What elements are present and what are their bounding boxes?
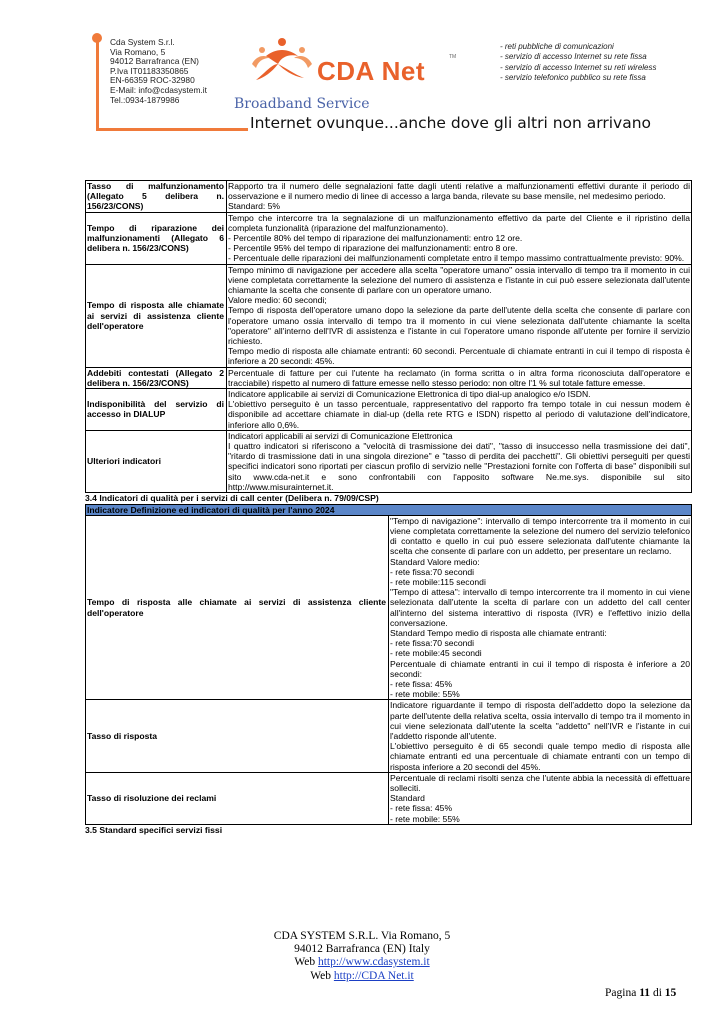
page-footer <box>0 930 724 983</box>
description-line: I quattro indicatori si riferiscono a "velocità di trasmissione dei dati", "tasso di insuccesso nella trasmissione dei dati", "ritardo di trasmissione dati in una singola direzione" e "tasso di perdita dei pacchetti". Gli obiettivi perseguiti per questi specifici indicatori sono riportati per ciascun profilo di servizio nelle "Prestazioni fornite con l'offerta di base" disponibili sul sito www.cda-net.it e sono confrontabili con l'apposito software Ne.me.sys. disponibile sul sito http://www.misurainternet.it. <box>228 441 690 492</box>
logo-trademark: TM <box>449 54 457 60</box>
indicator-description <box>227 212 692 264</box>
footer-web-line <box>0 970 724 983</box>
table-row <box>86 367 692 388</box>
section-title: 3.4 Indicatori di qualità per i servizi di call center (Delibera n. 79/09/CSP) <box>85 493 379 504</box>
indicator-description <box>227 367 692 388</box>
table-row <box>86 515 692 700</box>
company-info <box>110 38 207 105</box>
tagline: Internet ovunque...anche dove gli altri non arrivano <box>250 114 652 132</box>
description-line: - rete fissa: 45% <box>390 803 453 814</box>
description-line: L'obiettivo perseguito è un tasso percentuale, rappresentativo del rapporto fra tempo totale in cui nessun modem è disponibile ad accettare chiamate in dial-up (della rete RTG e ISDN) rispetto al periodo di valutazione dell'indicatore, inferiore allo 0,6%. <box>228 399 690 430</box>
logo-text: CDA Net <box>317 56 425 86</box>
company-line: Tel.:0934-1879986 <box>110 94 180 105</box>
document-body <box>85 180 692 835</box>
header-accent-line <box>96 40 99 130</box>
company-line: 94012 Barrafranca (EN) <box>110 56 199 67</box>
table-row <box>86 181 692 213</box>
indicator-label: Tempo di risposta alle chiamate ai servizi di assistenza cliente dell'operatore <box>86 264 227 367</box>
description-line: - rete fissa:70 secondi <box>390 638 475 649</box>
description-line: - rete mobile: 55% <box>390 689 460 700</box>
section-title: 3.5 Standard specifici servizi fissi <box>85 824 223 835</box>
page-number <box>605 987 676 999</box>
description-line: Tempo medio di risposta alle chiamate entranti: 60 secondi. Percentuale di chiamate entranti in cui il tempo di risposta è inferiore a 20 secondi: 45%. <box>228 346 690 367</box>
indicator-description <box>227 430 692 492</box>
table-header: Indicatore Definizione ed indicatori di qualità per l'anno 2024 <box>86 504 692 515</box>
description-line: Indicatori applicabili ai servizi di Comunicazione Elettronica <box>228 430 453 441</box>
indicator-description <box>389 515 692 700</box>
quality-indicators-table <box>85 180 692 493</box>
description-line: Standard: 5% <box>228 201 281 212</box>
table-row <box>86 430 692 492</box>
company-line: Cda System S.r.l. <box>110 37 175 47</box>
company-line: E-Mail: info@cdasystem.it <box>110 84 207 95</box>
indicator-label: Tasso di risposta <box>86 700 389 772</box>
table-row <box>86 389 692 431</box>
description-line: Indicatore riguardante il tempo di risposta dell'addetto dopo la selezione da parte dell'utente della relativa scelta, ossia intervallo di tempo tra il momento in cui viene selezionata dall'utente la scelta "addetto" nell'IVR e l'istante in cui l'addetto risponde all'utente. <box>390 700 690 742</box>
table-row <box>86 772 692 824</box>
description-line: Standard Valore medio: <box>390 556 480 567</box>
indicator-description <box>227 181 692 213</box>
description-line: - rete mobile:115 secondi <box>390 577 486 588</box>
header-accent-underline <box>96 128 248 131</box>
description-line: Standard <box>390 793 425 804</box>
footer-address: 94012 Barrafranca (EN) Italy <box>294 943 430 956</box>
indicator-label: Tasso di malfunzionamento (Allegato 5 delibera n. 156/23/CONS) <box>86 181 227 213</box>
description-line: L'obiettivo perseguito è di 65 secondi quale tempo medio di risposta alle chiamate entranti ed una percentuale di chiamate entranti con un tempo di risposta inferiore a 20 secondi del 45%. <box>390 741 690 772</box>
description-line: Tempo minimo di navigazione per accedere alla scelta "operatore umano" ossia intervallo di tempo tra il momento in cui viene completata correttamente la selezione del numero di assistenza e l'istante in cui può essere selezionata dall'utente chiamante la scelta che consente di parlare con un operatore umano. <box>228 264 690 296</box>
services-list <box>500 42 657 84</box>
service-item: - reti pubbliche di comunicazioni <box>500 42 614 51</box>
indicator-description <box>227 389 692 431</box>
description-line: - Percentile 95% del tempo di riparazione dei malfunzionamenti: entro 8 ore. <box>228 243 518 254</box>
description-line: Valore medio: 60 secondi; <box>228 295 327 306</box>
description-line: "Tempo di navigazione": intervallo di tempo intercorrente tra il momento in cui viene completata correttamente la selezione del numero del servizio telefonico di contatto e quello in cui può essere selezionata dall'utente chiamante la scelta che consente di parlare con un addetto, per presentare un reclamo. <box>390 515 690 557</box>
description-line: Percentuale di chiamate entranti in cui il tempo di risposta è inferiore a 20 secondi: <box>390 658 690 679</box>
table-row <box>86 700 692 772</box>
table-header-row <box>86 504 692 515</box>
description-line: Indicatore applicabile ai servizi di Comunicazione Elettronica di tipo dial-up analogico e/o ISDN. <box>228 389 591 400</box>
service-item: - servizio telefonico pubblico su rete fissa <box>500 73 646 83</box>
description-line: - rete fissa:70 secondi <box>390 566 475 577</box>
footer-web-prefix: Web <box>294 956 318 969</box>
description-line: - rete mobile:45 secondi <box>390 648 482 659</box>
company-line: EN-66359 ROC-32980 <box>110 75 195 86</box>
table-row <box>86 264 692 367</box>
indicator-description <box>227 264 692 367</box>
service-item: - servizio di accesso Internet su reti wireless <box>500 62 657 72</box>
description-line: - rete mobile: 55% <box>390 813 460 824</box>
indicator-label: Tasso di risoluzione dei reclami <box>86 772 389 824</box>
page-current: 11 <box>639 987 651 999</box>
footer-website-link[interactable]: http://www.cdasystem.it <box>317 956 430 969</box>
description-line: Tempo di risposta dell'operatore umano dopo la selezione da parte dell'utente della scelta che consente di parlare con l'operatore umano ossia intervallo di tempo tra il momento in cui viene selezionata dall'utente chiamante la scelta "operatore" all'interno dell'IVR di assistenza e l'istante in cui l'operatore umano risponde all'utente per fornire il servizio richiesto. <box>228 305 690 347</box>
call-center-indicators-table <box>85 504 692 825</box>
service-item: - servizio di accesso Internet su rete fissa <box>500 52 647 62</box>
description-line: - rete fissa: 45% <box>390 679 453 690</box>
company-line: Via Romano, 5 <box>110 46 166 57</box>
indicator-description <box>389 700 692 772</box>
footer-web-prefix: Web <box>310 969 334 982</box>
indicator-description <box>389 772 692 824</box>
page-total: 15 <box>664 987 677 999</box>
indicator-label: Ulteriori indicatori <box>86 430 227 492</box>
description-line: "Tempo di attesa": intervallo di tempo intercorrente tra il momento in cui viene selezionata dall'utente la scelta di parlare con un addetto del call center all'interno del sistema interattivo di risposta (IVR) e l'effettivo inizio della conversazione. <box>390 587 690 628</box>
description-line: Standard Tempo medio di risposta alle chiamate entranti: <box>390 628 607 639</box>
indicator-label: Tempo di riparazione dei malfunzionamenti (Allegato 6 delibera n. 156/23/CONS) <box>86 212 227 264</box>
indicator-label: Tempo di risposta alle chiamate ai servizi di assistenza cliente dell'operatore <box>86 515 389 700</box>
description-line: Rapporto tra il numero delle segnalazioni fatte dagli utenti relative a malfunzionamenti effettivi durante il periodo di osservazione e il numero medio di linee di accesso a larga banda, rilevate su base mensile, nel medesimo periodo. <box>228 181 690 202</box>
footer-company: CDA SYSTEM S.R.L. Via Romano, 5 <box>273 930 451 942</box>
description-line: Percentuale di fatture per cui l'utente ha reclamato (in forma scritta o in altra forma riconosciuta dall'operatore e tracciabile) rispetto al numero di fatture emesse nello stesso periodo: non oltre l'1 % sul totale fatture emesse. <box>228 367 690 388</box>
description-line: Tempo che intercorre tra la segnalazione di un malfunzionamento effettivo da parte del Cliente e il ripristino della completa funzionalità (riparazione del malfunzionamento). <box>228 212 690 233</box>
page-separator: di <box>650 987 665 999</box>
indicator-label: Addebiti contestati (Allegato 2 delibera n. 156/23/CONS) <box>86 367 227 388</box>
footer-website-link[interactable]: http://CDA Net.it <box>333 969 414 982</box>
logo-subtitle: Broadband Service <box>234 96 370 112</box>
footer-web-line <box>0 956 724 969</box>
description-line: - Percentuale delle riparazioni dei malfunzionamenti completate entro il tempo massimo contrattualmente previsto: 90%. <box>228 253 685 264</box>
indicator-label: Indisponibilità del servizio di accesso in DIALUP <box>86 389 227 431</box>
description-line: Percentuale di reclami risolti senza che l'utente abbia la necessità di effettuare solleciti. <box>390 772 690 794</box>
page-prefix: Pagina <box>605 987 640 999</box>
table-row <box>86 212 692 264</box>
description-line: - Percentile 80% del tempo di riparazione dei malfunzionamenti: entro 12 ore. <box>228 233 523 244</box>
company-line: P.Iva IT01183350865 <box>110 65 189 76</box>
